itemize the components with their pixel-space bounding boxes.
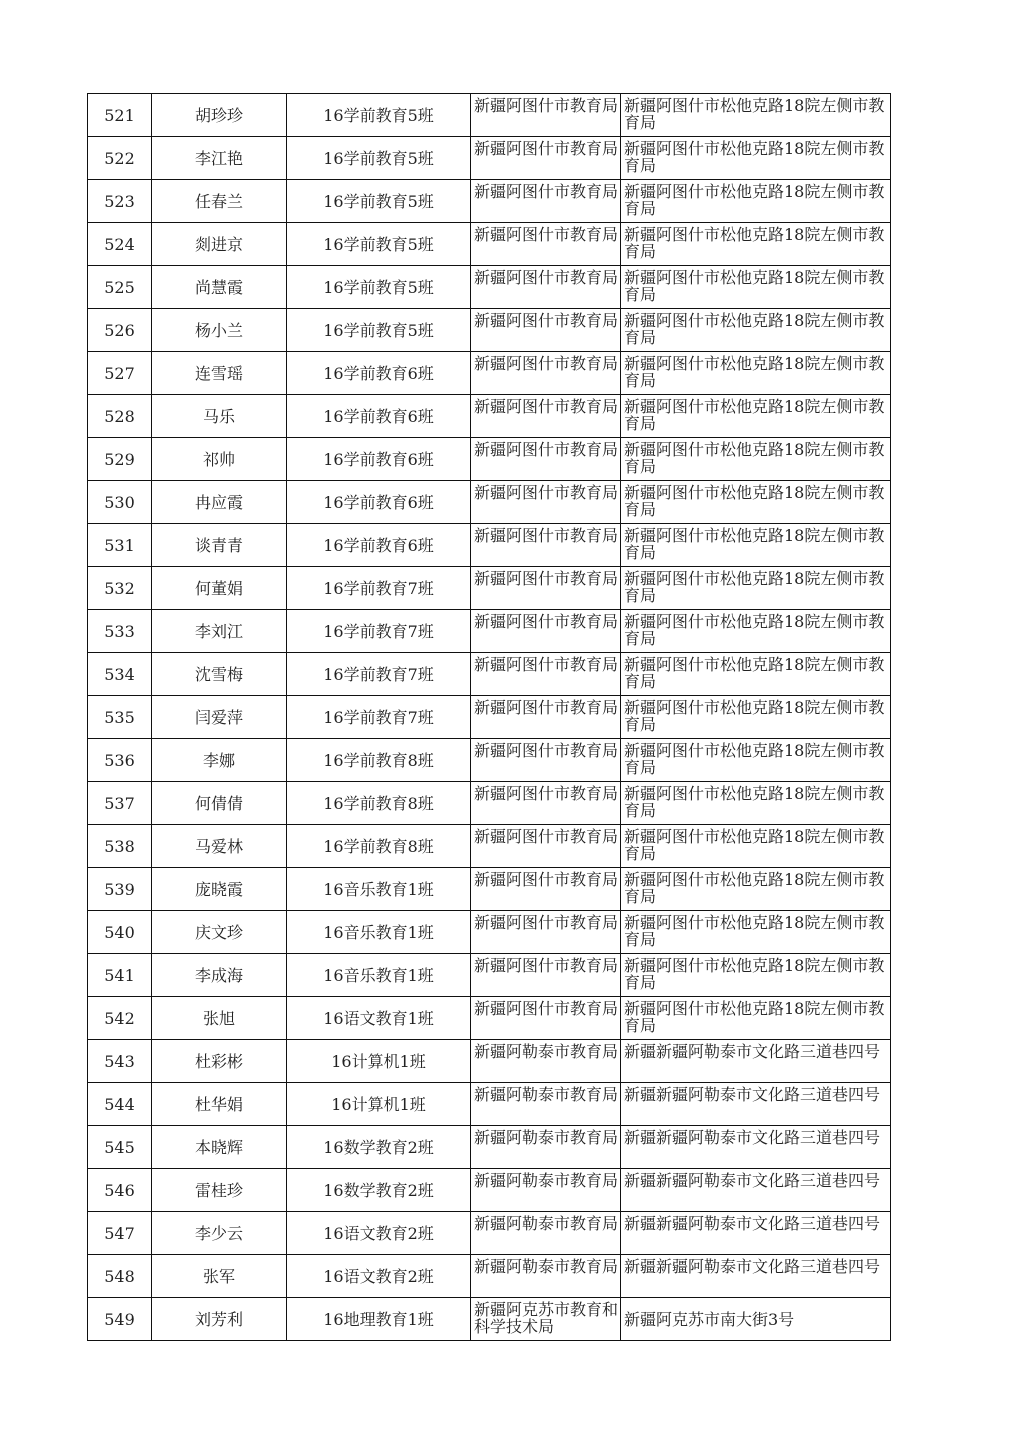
- mailing-address: 新疆阿图什市松他克路18院左侧市教育局: [621, 309, 891, 352]
- roster-table: [87, 93, 891, 1341]
- work-unit: 新疆阿图什市教育局: [471, 137, 621, 180]
- row-number: 547: [88, 1212, 152, 1255]
- roster-table-body: [88, 94, 891, 1341]
- person-name: 胡珍珍: [152, 94, 287, 137]
- mailing-address: 新疆阿图什市松他克路18院左侧市教育局: [621, 653, 891, 696]
- row-number: 536: [88, 739, 152, 782]
- class-name: 16学前教育5班: [287, 223, 471, 266]
- work-unit: 新疆阿图什市教育局: [471, 94, 621, 137]
- class-name: 16学前教育5班: [287, 94, 471, 137]
- work-unit: 新疆阿图什市教育局: [471, 223, 621, 266]
- mailing-address: 新疆阿图什市松他克路18院左侧市教育局: [621, 825, 891, 868]
- class-name: 16学前教育7班: [287, 696, 471, 739]
- table-row: [88, 481, 891, 524]
- mailing-address: 新疆阿图什市松他克路18院左侧市教育局: [621, 94, 891, 137]
- mailing-address: 新疆阿图什市松他克路18院左侧市教育局: [621, 137, 891, 180]
- row-number: 549: [88, 1298, 152, 1341]
- class-name: 16学前教育6班: [287, 524, 471, 567]
- person-name: 闫爱萍: [152, 696, 287, 739]
- row-number: 523: [88, 180, 152, 223]
- row-number: 537: [88, 782, 152, 825]
- mailing-address: 新疆阿图什市松他克路18院左侧市教育局: [621, 911, 891, 954]
- work-unit: 新疆阿勒泰市教育局: [471, 1083, 621, 1126]
- table-row: [88, 954, 891, 997]
- table-row: [88, 868, 891, 911]
- work-unit: 新疆阿勒泰市教育局: [471, 1169, 621, 1212]
- mailing-address: 新疆阿图什市松他克路18院左侧市教育局: [621, 868, 891, 911]
- class-name: 16计算机1班: [287, 1083, 471, 1126]
- table-row: [88, 1083, 891, 1126]
- class-name: 16语文教育2班: [287, 1212, 471, 1255]
- table-row: [88, 266, 891, 309]
- mailing-address: 新疆新疆阿勒泰市文化路三道巷四号: [621, 1169, 891, 1212]
- work-unit: 新疆阿图什市教育局: [471, 696, 621, 739]
- work-unit: 新疆阿图什市教育局: [471, 868, 621, 911]
- mailing-address: 新疆阿图什市松他克路18院左侧市教育局: [621, 696, 891, 739]
- class-name: 16学前教育6班: [287, 395, 471, 438]
- person-name: 张军: [152, 1255, 287, 1298]
- row-number: 532: [88, 567, 152, 610]
- person-name: 谈青青: [152, 524, 287, 567]
- row-number: 521: [88, 94, 152, 137]
- row-number: 548: [88, 1255, 152, 1298]
- table-row: [88, 911, 891, 954]
- table-row: [88, 739, 891, 782]
- mailing-address: 新疆阿图什市松他克路18院左侧市教育局: [621, 223, 891, 266]
- mailing-address: 新疆阿图什市松他克路18院左侧市教育局: [621, 997, 891, 1040]
- class-name: 16学前教育8班: [287, 739, 471, 782]
- class-name: 16音乐教育1班: [287, 911, 471, 954]
- row-number: 525: [88, 266, 152, 309]
- table-row: [88, 309, 891, 352]
- row-number: 524: [88, 223, 152, 266]
- person-name: 李少云: [152, 1212, 287, 1255]
- mailing-address: 新疆阿图什市松他克路18院左侧市教育局: [621, 438, 891, 481]
- table-row: [88, 395, 891, 438]
- table-row: [88, 825, 891, 868]
- class-name: 16数学教育2班: [287, 1169, 471, 1212]
- person-name: 连雪瑶: [152, 352, 287, 395]
- person-name: 李刘江: [152, 610, 287, 653]
- work-unit: 新疆阿图什市教育局: [471, 911, 621, 954]
- class-name: 16学前教育6班: [287, 352, 471, 395]
- person-name: 尚慧霞: [152, 266, 287, 309]
- row-number: 543: [88, 1040, 152, 1083]
- work-unit: 新疆阿图什市教育局: [471, 997, 621, 1040]
- mailing-address: 新疆阿图什市松他克路18院左侧市教育局: [621, 481, 891, 524]
- work-unit: 新疆阿图什市教育局: [471, 567, 621, 610]
- table-row: [88, 997, 891, 1040]
- row-number: 534: [88, 653, 152, 696]
- table-row: [88, 1212, 891, 1255]
- row-number: 542: [88, 997, 152, 1040]
- work-unit: 新疆阿图什市教育局: [471, 524, 621, 567]
- person-name: 马爱林: [152, 825, 287, 868]
- person-name: 任春兰: [152, 180, 287, 223]
- table-row: [88, 94, 891, 137]
- mailing-address: 新疆阿图什市松他克路18院左侧市教育局: [621, 782, 891, 825]
- class-name: 16学前教育7班: [287, 567, 471, 610]
- table-row: [88, 223, 891, 266]
- mailing-address: 新疆新疆阿勒泰市文化路三道巷四号: [621, 1040, 891, 1083]
- class-name: 16语文教育1班: [287, 997, 471, 1040]
- table-row: [88, 1255, 891, 1298]
- person-name: 杜彩彬: [152, 1040, 287, 1083]
- row-number: 526: [88, 309, 152, 352]
- mailing-address: 新疆阿图什市松他克路18院左侧市教育局: [621, 352, 891, 395]
- class-name: 16学前教育8班: [287, 782, 471, 825]
- mailing-address: 新疆阿图什市松他克路18院左侧市教育局: [621, 567, 891, 610]
- work-unit: 新疆阿勒泰市教育局: [471, 1040, 621, 1083]
- table-row: [88, 1298, 891, 1341]
- person-name: 马乐: [152, 395, 287, 438]
- person-name: 杨小兰: [152, 309, 287, 352]
- table-row: [88, 1126, 891, 1169]
- class-name: 16数学教育2班: [287, 1126, 471, 1169]
- table-row: [88, 1169, 891, 1212]
- person-name: 刘芳利: [152, 1298, 287, 1341]
- table-row: [88, 137, 891, 180]
- mailing-address: 新疆阿克苏市南大街3号: [621, 1298, 891, 1341]
- row-number: 531: [88, 524, 152, 567]
- row-number: 540: [88, 911, 152, 954]
- work-unit: 新疆阿图什市教育局: [471, 739, 621, 782]
- row-number: 530: [88, 481, 152, 524]
- class-name: 16学前教育6班: [287, 481, 471, 524]
- class-name: 16计算机1班: [287, 1040, 471, 1083]
- work-unit: 新疆阿图什市教育局: [471, 266, 621, 309]
- class-name: 16学前教育5班: [287, 180, 471, 223]
- person-name: 何董娟: [152, 567, 287, 610]
- class-name: 16音乐教育1班: [287, 868, 471, 911]
- person-name: 沈雪梅: [152, 653, 287, 696]
- person-name: 李江艳: [152, 137, 287, 180]
- work-unit: 新疆阿勒泰市教育局: [471, 1126, 621, 1169]
- person-name: 庞晓霞: [152, 868, 287, 911]
- work-unit: 新疆阿图什市教育局: [471, 438, 621, 481]
- row-number: 528: [88, 395, 152, 438]
- row-number: 522: [88, 137, 152, 180]
- mailing-address: 新疆阿图什市松他克路18院左侧市教育局: [621, 266, 891, 309]
- person-name: 祁帅: [152, 438, 287, 481]
- class-name: 16学前教育5班: [287, 309, 471, 352]
- mailing-address: 新疆阿图什市松他克路18院左侧市教育局: [621, 395, 891, 438]
- class-name: 16学前教育7班: [287, 653, 471, 696]
- work-unit: 新疆阿勒泰市教育局: [471, 1212, 621, 1255]
- row-number: 546: [88, 1169, 152, 1212]
- row-number: 539: [88, 868, 152, 911]
- row-number: 527: [88, 352, 152, 395]
- work-unit: 新疆阿勒泰市教育局: [471, 1255, 621, 1298]
- person-name: 本晓辉: [152, 1126, 287, 1169]
- row-number: 535: [88, 696, 152, 739]
- class-name: 16学前教育8班: [287, 825, 471, 868]
- mailing-address: 新疆阿图什市松他克路18院左侧市教育局: [621, 954, 891, 997]
- class-name: 16学前教育5班: [287, 266, 471, 309]
- work-unit: 新疆阿图什市教育局: [471, 610, 621, 653]
- row-number: 544: [88, 1083, 152, 1126]
- mailing-address: 新疆新疆阿勒泰市文化路三道巷四号: [621, 1212, 891, 1255]
- mailing-address: 新疆阿图什市松他克路18院左侧市教育局: [621, 739, 891, 782]
- person-name: 李娜: [152, 739, 287, 782]
- person-name: 冉应霞: [152, 481, 287, 524]
- work-unit: 新疆阿图什市教育局: [471, 395, 621, 438]
- table-row: [88, 524, 891, 567]
- table-row: [88, 653, 891, 696]
- mailing-address: 新疆新疆阿勒泰市文化路三道巷四号: [621, 1255, 891, 1298]
- mailing-address: 新疆阿图什市松他克路18院左侧市教育局: [621, 180, 891, 223]
- table-row: [88, 696, 891, 739]
- table-row: [88, 1040, 891, 1083]
- work-unit: 新疆阿图什市教育局: [471, 180, 621, 223]
- table-row: [88, 610, 891, 653]
- work-unit: 新疆阿图什市教育局: [471, 954, 621, 997]
- class-name: 16学前教育6班: [287, 438, 471, 481]
- mailing-address: 新疆新疆阿勒泰市文化路三道巷四号: [621, 1126, 891, 1169]
- table-row: [88, 438, 891, 481]
- mailing-address: 新疆新疆阿勒泰市文化路三道巷四号: [621, 1083, 891, 1126]
- work-unit: 新疆阿图什市教育局: [471, 782, 621, 825]
- class-name: 16学前教育5班: [287, 137, 471, 180]
- table-row: [88, 567, 891, 610]
- person-name: 何倩倩: [152, 782, 287, 825]
- work-unit: 新疆阿图什市教育局: [471, 825, 621, 868]
- class-name: 16地理教育1班: [287, 1298, 471, 1341]
- work-unit: 新疆阿图什市教育局: [471, 309, 621, 352]
- person-name: 庆文珍: [152, 911, 287, 954]
- work-unit: 新疆阿图什市教育局: [471, 653, 621, 696]
- work-unit: 新疆阿克苏市教育和科学技术局: [471, 1298, 621, 1341]
- class-name: 16音乐教育1班: [287, 954, 471, 997]
- table-row: [88, 782, 891, 825]
- work-unit: 新疆阿图什市教育局: [471, 352, 621, 395]
- class-name: 16学前教育7班: [287, 610, 471, 653]
- person-name: 雷桂珍: [152, 1169, 287, 1212]
- row-number: 533: [88, 610, 152, 653]
- person-name: 杜华娟: [152, 1083, 287, 1126]
- row-number: 538: [88, 825, 152, 868]
- table-row: [88, 352, 891, 395]
- row-number: 541: [88, 954, 152, 997]
- person-name: 剡进京: [152, 223, 287, 266]
- work-unit: 新疆阿图什市教育局: [471, 481, 621, 524]
- class-name: 16语文教育2班: [287, 1255, 471, 1298]
- person-name: 张旭: [152, 997, 287, 1040]
- table-row: [88, 180, 891, 223]
- mailing-address: 新疆阿图什市松他克路18院左侧市教育局: [621, 524, 891, 567]
- person-name: 李成海: [152, 954, 287, 997]
- row-number: 545: [88, 1126, 152, 1169]
- mailing-address: 新疆阿图什市松他克路18院左侧市教育局: [621, 610, 891, 653]
- row-number: 529: [88, 438, 152, 481]
